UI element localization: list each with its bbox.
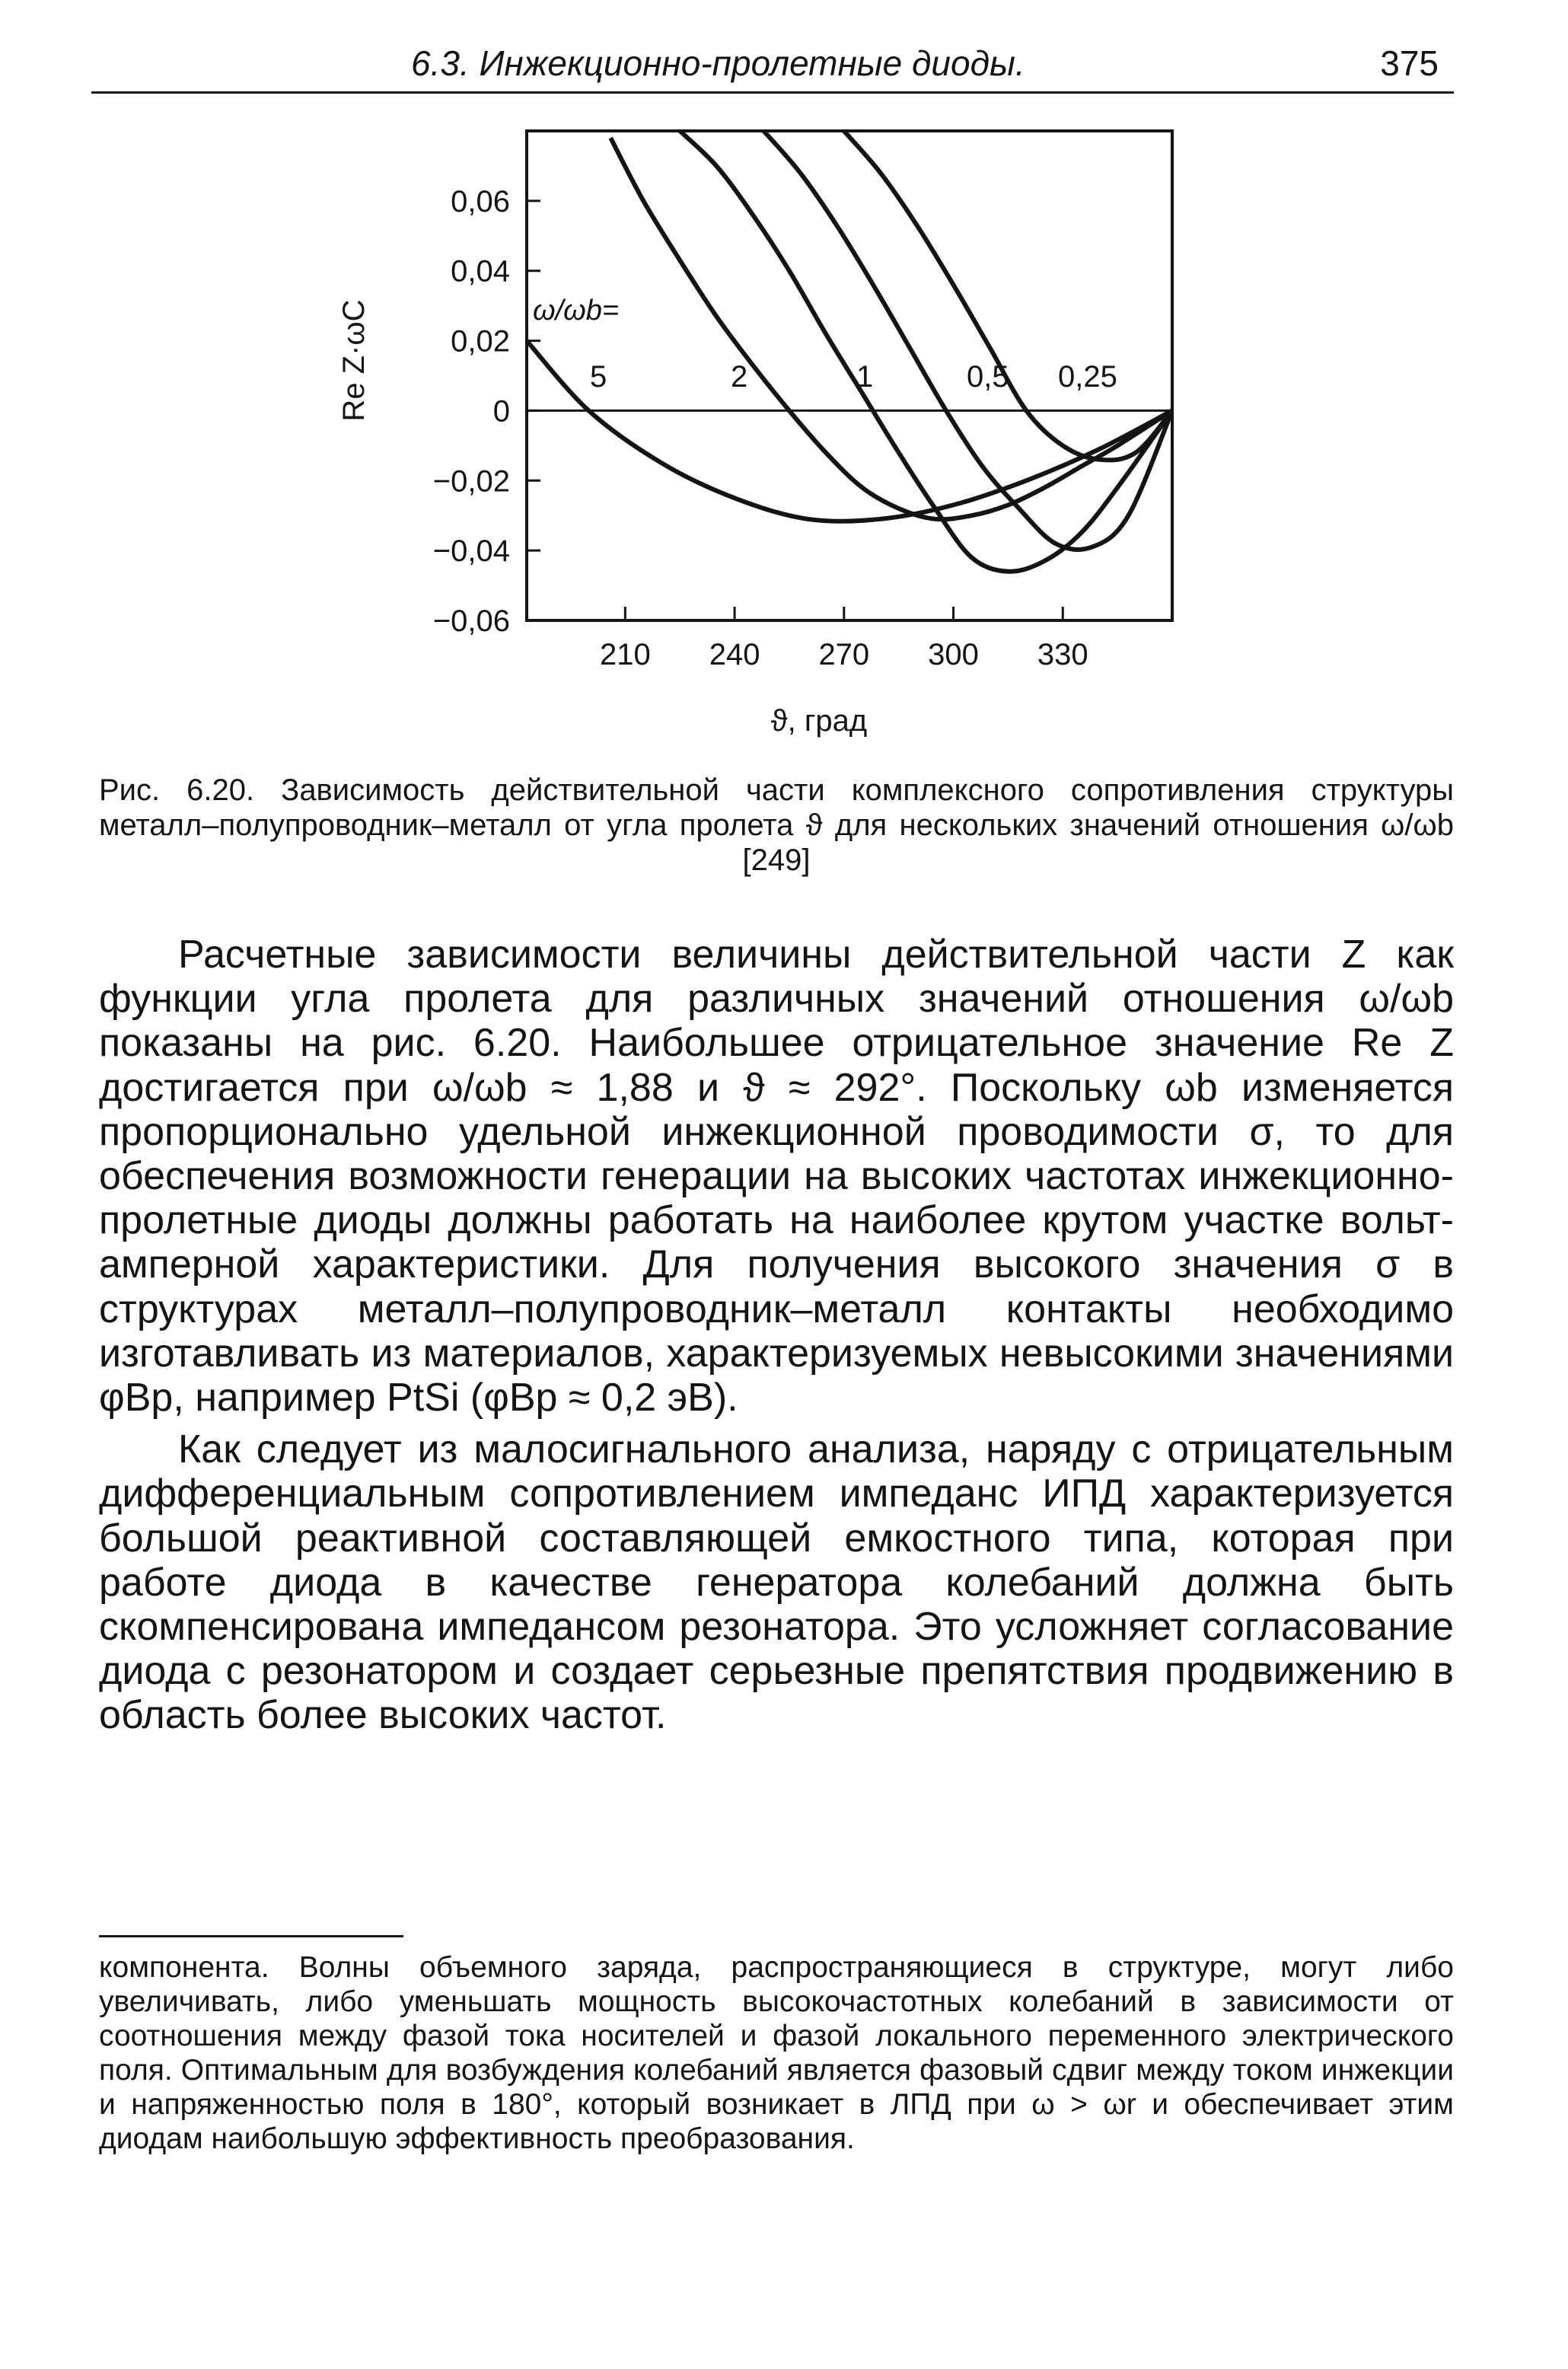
footnote-text: компонента. Волны объемного заряда, распространяющиеся в структуре, могут либо увеличивать, либо уменьшать мощность высокочастотных колебаний в зависимости от соотношения между фазой тока носителей и фазой локального переменного электрического поля. Оптимальным для возбуждения колебаний является фазовый сдвиг между током инжекции и напряженностью поля в 180°, который возникает в ЛПД при ω > ωr и обеспечивает этим диодам наибольшую эффективность преобразования. (99, 1951, 1454, 2155)
figure-caption-text: Рис. 6.20. Зависимость действительной части комплексного сопротивления структуры металл–полупроводник–металл от угла пролета ϑ для нескольких значений отношения ω/ωb [249] (99, 773, 1454, 877)
x-axis-label: ϑ, град (770, 704, 868, 738)
footnote (99, 1950, 1454, 2156)
y-tick-label: −0,06 (432, 604, 510, 638)
legend-title: ω/ωb= (533, 295, 620, 327)
y-tick-label: 0,06 (451, 184, 510, 218)
series-label: 1 (856, 360, 874, 394)
footnote-rule (99, 1935, 403, 1937)
series-label: 5 (590, 360, 607, 394)
y-tick-label: 0 (492, 394, 510, 429)
y-tick-label: 0,02 (451, 324, 510, 359)
page-number: 375 (1380, 43, 1439, 83)
series-line-3 (763, 131, 1172, 550)
section-title: 6.3. Инжекционно-пролетные диоды. (411, 43, 1025, 83)
paragraph: Как следует из малосигнального анализа, наряду с отрицательным дифференциальным сопротивлением импеданс ИПД характеризуется большой реактивной составляющей емкостного типа, которая при работе диода в качестве генератора колебаний должна быть скомпенсирована импедансом резонатора. Это усложняет согласование диода с резонатором и создает серьезные препятствия продвижению в область более высоких частот. (99, 1427, 1454, 1738)
series-label: 0,25 (1058, 360, 1117, 394)
y-tick-label: −0,04 (432, 534, 510, 569)
figure-chart (0, 0, 1568, 761)
x-tick-labels (600, 638, 1088, 671)
y-axis-label: Re Z·ωC (337, 299, 371, 422)
x-tick-label: 300 (928, 638, 979, 671)
series-line-1 (610, 138, 1172, 519)
x-tick-label: 330 (1037, 638, 1088, 671)
x-tick-label: 210 (599, 638, 651, 671)
y-tick-labels (433, 185, 510, 638)
body-text (99, 933, 1454, 1746)
y-tick-label: −0,02 (432, 464, 510, 499)
x-tick-label: 240 (709, 638, 760, 671)
y-tick-label: 0,04 (451, 254, 510, 289)
x-tick-label: 270 (818, 638, 870, 671)
series-label: 0,5 (967, 360, 1009, 394)
figure-caption (99, 773, 1454, 878)
paragraph: Расчетные зависимости величины действительной части Z как функции угла пролета для различных значений отношения ω/ωb показаны на рис. 6.20. Наибольшее отрицательное значение Re Z достигается при ω/ωb ≈ 1,88 и ϑ ≈ 292°. Поскольку ωb изменяется пропорционально удельной инжекционной проводимости σ, то для обеспечения возможности генерации на высоких частотах инжекционно-пролетные диоды должны работать на наиболее крутом участке вольт-амперной характеристики. Для получения высокого значения σ в структурах металл–полупроводник–металл контакты необходимо изготавливать из материалов, характеризуемых невысокими значениями φBp, например PtSi (φBp ≈ 0,2 эВ). (99, 933, 1454, 1420)
series-label: 2 (731, 360, 748, 394)
chart-curves (527, 131, 1172, 572)
